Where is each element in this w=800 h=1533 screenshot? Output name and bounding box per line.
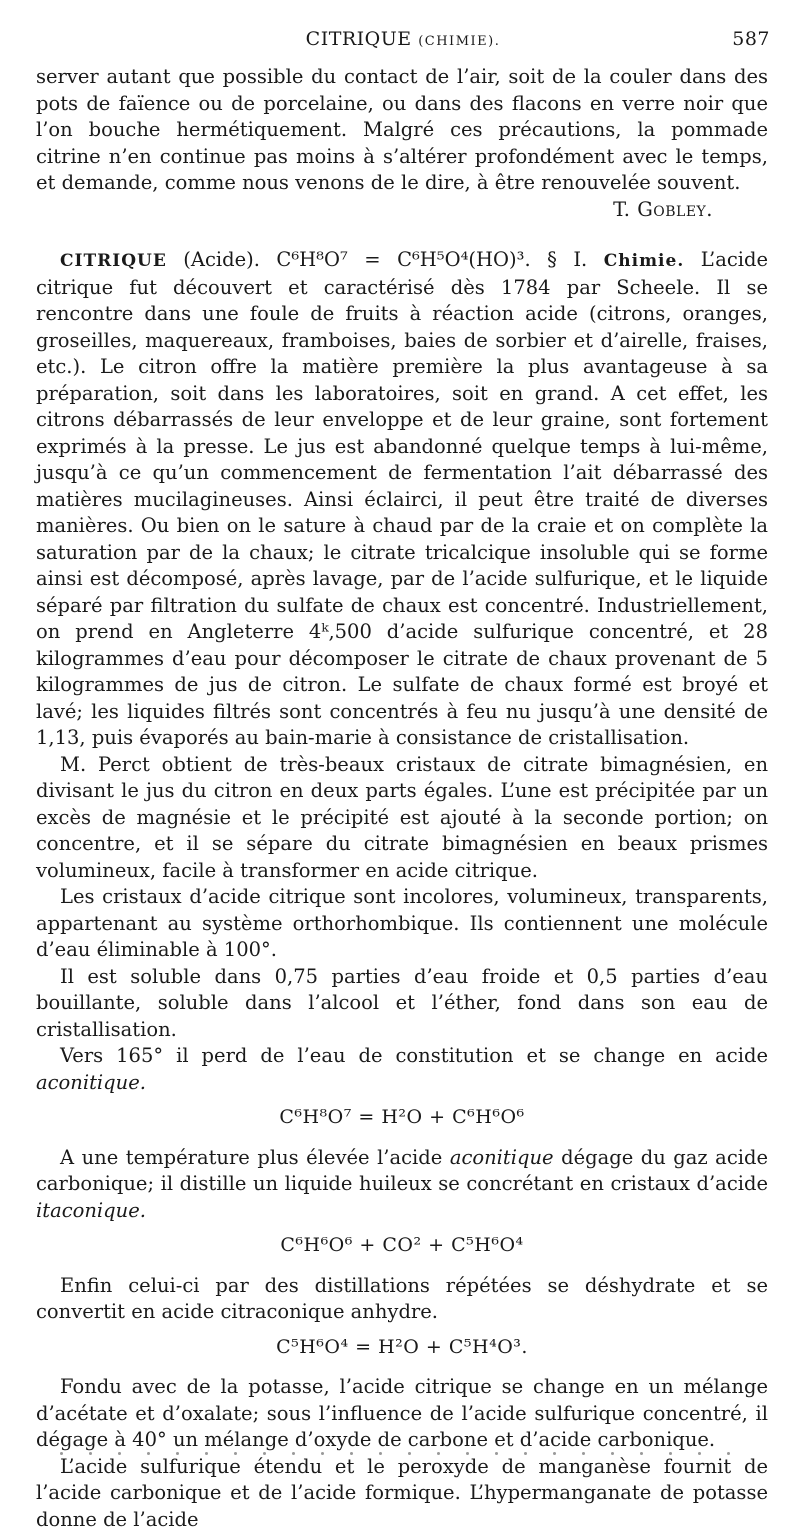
speck bbox=[350, 1452, 353, 1455]
author-signature: T. Gobley. bbox=[36, 197, 768, 224]
paragraph-solubilite: Il est soluble dans 0,75 parties d’eau froide et 0,5 parties d’eau bouillante, soluble dans l’alcool et l’éther, fond dans son eau de cristallisation. bbox=[36, 964, 768, 1044]
paragraph-citraconique: Enfin celui-ci par des distillations répétées se déshydrate et se convertit en acide citraconique anhydre. bbox=[36, 1273, 768, 1326]
header-title-main: CITRIQUE bbox=[306, 28, 412, 50]
speck bbox=[640, 1452, 643, 1455]
speck bbox=[553, 1452, 556, 1455]
itaconique-text-a: A une température plus élevée l’acide bbox=[60, 1146, 450, 1169]
section-gap bbox=[36, 223, 768, 247]
paragraph-citrique-intro bbox=[36, 247, 768, 752]
speck bbox=[379, 1452, 382, 1455]
header-title bbox=[36, 28, 770, 50]
speck bbox=[698, 1452, 701, 1455]
itaconique-term: itaconique. bbox=[36, 1199, 146, 1222]
speck bbox=[611, 1452, 614, 1455]
aconitique-term-2: aconitique bbox=[450, 1146, 554, 1169]
speck bbox=[147, 1452, 150, 1455]
scan-specks bbox=[60, 1440, 760, 1460]
page-body bbox=[36, 64, 768, 1533]
speck bbox=[60, 1452, 63, 1455]
aconitique-text: Vers 165° il perd de l’eau de constitution et se change en acide bbox=[60, 1044, 768, 1067]
speck bbox=[466, 1452, 469, 1455]
speck bbox=[176, 1452, 179, 1455]
speck bbox=[321, 1452, 324, 1455]
header-title-sub: (CHIMIE). bbox=[418, 34, 500, 49]
paragraph-pommade: server autant que possible du contact de l’air, soit de la couler dans des pots de faïence ou de porcelaine, ou dans des flacons en verre noir que l’on bouche hermétiquement. Malgré ces précautions, la pommade citrine n’en continue pas moins à s’altérer profondément avec le temps, et demande, comme nous venons de le dire, à être renouvelée souvent. bbox=[36, 64, 768, 197]
speck bbox=[263, 1452, 266, 1455]
paragraph-cristaux: Les cristaux d’acide citrique sont incolores, volumineux, transparents, appartenant au système orthorhombique. Ils contiennent une molécule d’eau éliminable à 100°. bbox=[36, 884, 768, 964]
speck bbox=[408, 1452, 411, 1455]
speck bbox=[89, 1452, 92, 1455]
paragraph-potasse: Fondu avec de la potasse, l’acide citrique se change en un mélange d’acétate et d’oxalate; sous l’influence de l’acide sulfurique concentré, il dégage à 40° un mélange d’oxyde de carbone et d’acide carbonique. bbox=[36, 1374, 768, 1454]
entry-formula-line: (Acide). C⁶H⁸O⁷ = C⁶H⁵O⁴(HO)³. § I. bbox=[167, 248, 604, 271]
entry-headword: CITRIQUE bbox=[60, 251, 167, 271]
equation-3: C⁵H⁶O⁴ = H²O + C⁵H⁴O³. bbox=[36, 1334, 768, 1361]
speck bbox=[495, 1452, 498, 1455]
speck bbox=[234, 1452, 237, 1455]
speck bbox=[118, 1452, 121, 1455]
speck bbox=[669, 1452, 672, 1455]
speck bbox=[205, 1452, 208, 1455]
speck bbox=[524, 1452, 527, 1455]
itaconique-text-b: dégage du gaz acide carbonique; il distille un liquide huileux se concrétant en cristaux d’acide bbox=[36, 1146, 768, 1196]
entry-body-text: L’acide citrique fut découvert et caractérisé dès 1784 par Scheele. Il se rencontre dans une foule de fruits à réaction acide (citrons, oranges, groseilles, maquereaux, framboises, baies de sorbier et d’airelle, fraises, etc.). Le citron offre la matière première la plus avantageuse à sa préparation, soit dans les laboratoires, soit en grand. A cet effet, les citrons débarrassés de leur enveloppe et de leur graine, sont fortement exprimés à la presse. Le jus est abandonné quelque temps à lui-même, jusqu’à ce qu’un commencement de fermentation l’ait débarrassé des matières mucilagineuses. Ainsi éclairci, il peut être traité de diverses manières. Ou bien on le sature à chaud par de la craie et on complète la saturation par de la chaux; le citrate tricalcique insoluble qui se forme ainsi est décomposé, après lavage, par de l’acide sulfurique, et le liquide séparé par filtration du sulfate de chaux est concentré. Industriellement, on prend en Angleterre 4ᵏ,500 d’acide sulfurique concentré, et 28 kilogrammes d’eau pour décomposer le citrate de chaux provenant de 5 kilogrammes de jus de citron. Le sulfate de chaux formé est broyé et lavé; les liquides filtrés sont concentrés à feu nu jusqu’à une densité de 1,13, puis évaporés au bain-marie à consistance de cristallisation. bbox=[36, 248, 768, 749]
paragraph-aconitique bbox=[36, 1043, 768, 1096]
speck bbox=[292, 1452, 295, 1455]
equation-2: C⁶H⁶O⁶ + CO² + C⁵H⁶O⁴ bbox=[36, 1232, 768, 1259]
equation-1: C⁶H⁸O⁷ = H²O + C⁶H⁶O⁶ bbox=[36, 1104, 768, 1131]
paragraph-peret: M. Perct obtient de très-beaux cristaux de citrate bimagnésien, en divisant le jus du citron en deux parts égales. L’une est précipitée par un excès de magnésie et le précipité est ajouté à la seconde portion; on concentre, et il se sépare du citrate bimagnésien en beaux prismes volumineux, facile à transformer en acide citrique. bbox=[36, 752, 768, 885]
speck bbox=[727, 1452, 730, 1455]
paragraph-itaconique bbox=[36, 1145, 768, 1225]
speck bbox=[437, 1452, 440, 1455]
running-header bbox=[36, 28, 770, 58]
paragraph-manganese: L’acide sulfurique étendu et le peroxyde de manganèse fournit de l’acide carbonique et de l’acide formique. L’hypermanganate de potasse donne de l’acide bbox=[36, 1454, 768, 1533]
page-number: 587 bbox=[732, 28, 770, 50]
aconitique-term: aconitique. bbox=[36, 1071, 146, 1094]
section-label: Chimie. bbox=[604, 251, 685, 271]
speck bbox=[582, 1452, 585, 1455]
